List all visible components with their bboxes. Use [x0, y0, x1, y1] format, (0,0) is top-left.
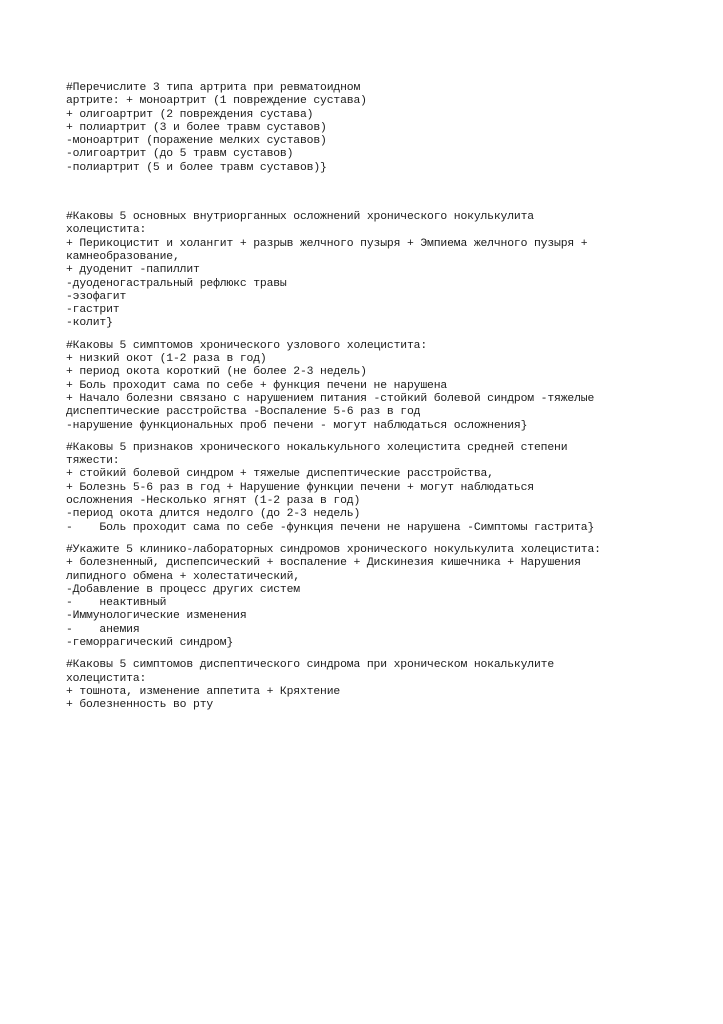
text-line: холецистита: [66, 224, 147, 237]
document-body [66, 82, 706, 712]
text-line: + тошнота, изменение аппетита + Кряхтение [66, 685, 341, 698]
text-line: -период окота длится недолго (до 2-3 недель) [66, 508, 361, 521]
text-line: #Каковы 5 симптомов хронического узлового холецистита: [66, 339, 428, 352]
text-line: -моноартрит (поражение мелких суставов) [66, 135, 327, 148]
text-line: липидного обмена + холестатический, [66, 570, 300, 583]
text-line: -эзофагит [66, 290, 127, 303]
text-line: + дуоденит -папиллит [66, 264, 200, 277]
spacer [66, 331, 706, 340]
text-line: + низкий окот (1-2 раза в год) [66, 353, 267, 366]
spacer [66, 433, 706, 442]
text-line: #Укажите 5 клинико-лабораторных синдромов хронического нокулькулита холецистита: [66, 543, 601, 556]
text-line: + болезненный, диспепсический + воспаление + Дискинезия кишечника + Нарушения [66, 557, 581, 570]
spacer [66, 650, 706, 659]
text-line: #Каковы 5 симптомов диспептического синдрома при хроническом нокалькулите [66, 659, 555, 672]
text-line: камнеобразование, [66, 250, 180, 263]
question-block-2 [66, 211, 706, 331]
text-line: + Боль проходит сама по себе + функция печени не нарушена [66, 379, 448, 392]
text-line: - Боль проходит сама по себе -функция печени не нарушена -Симптомы гастрита} [66, 521, 595, 534]
text-line: -нарушение функциональных проб печени - могут наблюдаться осложнения} [66, 419, 528, 432]
text-line: -олигоартрит (до 5 травм суставов) [66, 148, 294, 161]
text-line: + Перикоцистит и холангит + разрыв желчного пузыря + Эмпиема желчного пузыря + [66, 237, 588, 250]
text-line: диспептические расстройства -Воспаление 5-6 раз в год [66, 406, 421, 419]
text-line: + Болезнь 5-6 раз в год + Нарушение функции печени + могут наблюдаться [66, 481, 534, 494]
text-line: - неактивный [66, 597, 167, 610]
question-block-6 [66, 659, 706, 712]
text-line: #Каковы 5 признаков хронического нокалькульного холецистита средней степени [66, 441, 568, 454]
text-line: + олигоартрит (2 повреждения сустава) [66, 108, 314, 121]
question-block-1 [66, 82, 706, 175]
text-line: + стойкий болевой синдром + тяжелые диспептические расстройства, [66, 468, 494, 481]
text-line: артрите: + моноартрит (1 повреждение сустава) [66, 95, 367, 108]
text-line: + период окота короткий (не более 2-3 недель) [66, 366, 367, 379]
text-line: #Каковы 5 основных внутриорганных осложнений хронического нокулькулита [66, 211, 534, 224]
text-line: - анемия [66, 623, 140, 636]
text-line: -гастрит [66, 304, 120, 317]
text-line: осложнения -Несколько ягнят (1-2 раза в год) [66, 495, 361, 508]
text-line: + болезненность во рту [66, 699, 214, 712]
text-line: тяжести: [66, 455, 120, 468]
text-line: холецистита: [66, 672, 147, 685]
spacer [66, 535, 706, 544]
text-line: + полиартрит (3 и более травм суставов) [66, 121, 327, 134]
text-line: -геморрагический синдром} [66, 636, 234, 649]
text-line: -Добавление в процесс других систем [66, 583, 300, 596]
text-line: -колит} [66, 317, 113, 330]
text-line: -Иммунологические изменения [66, 610, 247, 623]
spacer [66, 175, 706, 211]
text-line: #Перечислите 3 типа артрита при ревматоидном [66, 82, 361, 94]
question-block-3 [66, 340, 706, 433]
text-line: -дуоденогастральный рефлюкс травы [66, 277, 287, 290]
question-block-4 [66, 442, 706, 535]
text-line: -полиартрит (5 и более травм суставов)} [66, 161, 327, 174]
text-line: + Начало болезни связано с нарушением питания -стойкий болевой синдром -тяжелые [66, 392, 595, 405]
question-block-5 [66, 544, 706, 650]
